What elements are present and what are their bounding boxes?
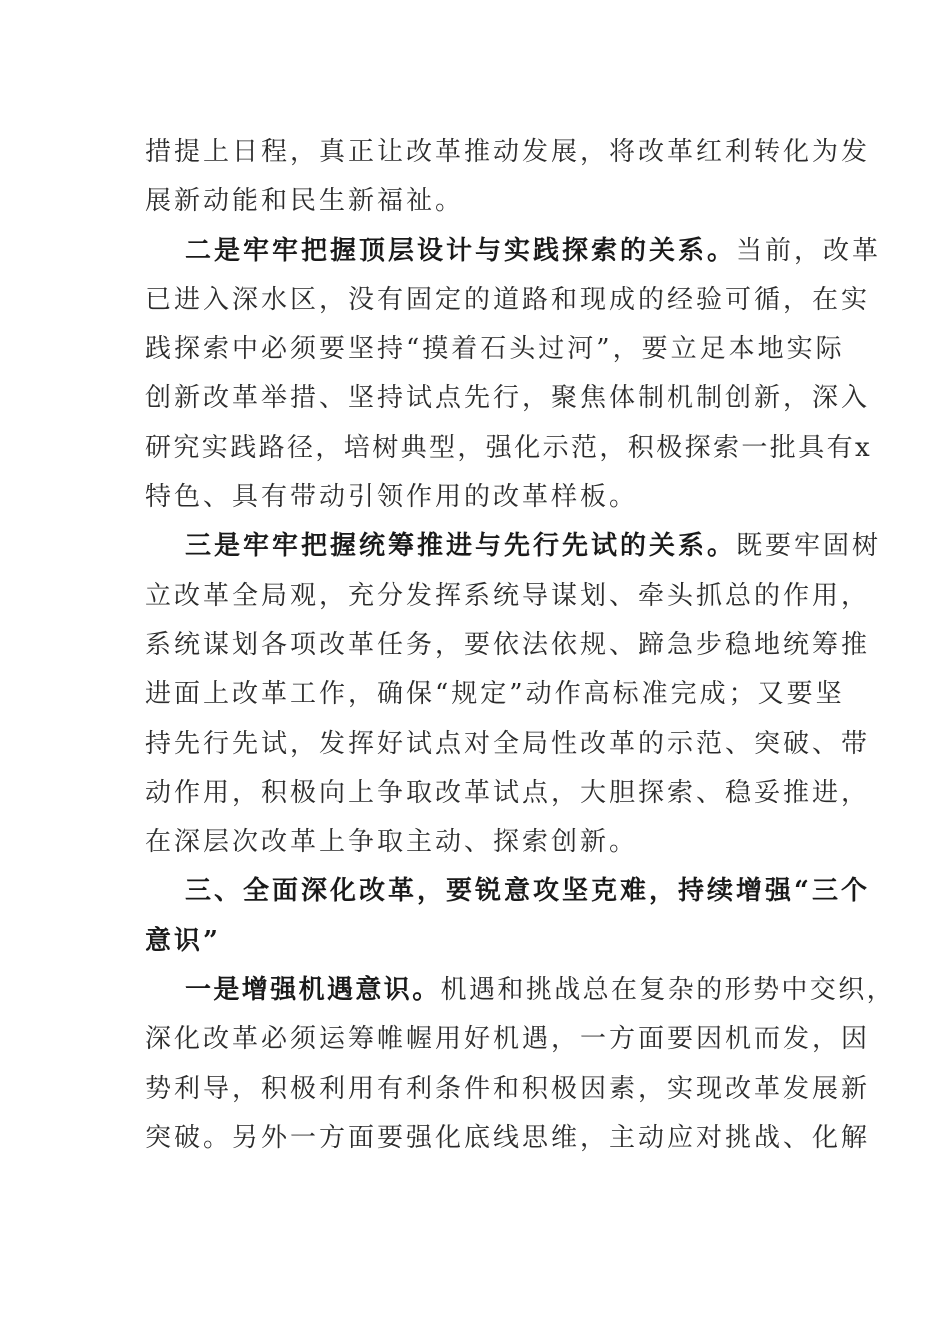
document-body bbox=[145, 128, 896, 1163]
text-segment: 措提上日程，真正让改革推动发展，将改革红利转化为发 bbox=[145, 137, 871, 167]
text-segment: 进面上改革工作，确保“规定”动作高标准完成；又要坚 bbox=[145, 679, 845, 710]
text-segment: 研究实践路径，培树典型，强化示范，积极探索一批具有x bbox=[145, 432, 873, 463]
text-line bbox=[145, 177, 815, 226]
text-line bbox=[145, 621, 871, 670]
text-line bbox=[145, 473, 815, 522]
section-heading-line bbox=[145, 867, 870, 916]
section-heading-text: 意识” bbox=[145, 925, 221, 956]
paragraph-start-line bbox=[145, 227, 882, 276]
text-segment: 践探索中必须要坚持“摸着石头过河”，要立足本地实际 bbox=[145, 334, 845, 365]
text-segment: 动作用，积极向上争取改革试点，大胆探索、稳妥推进， bbox=[145, 777, 871, 808]
text-line bbox=[145, 1065, 871, 1114]
text-segment: 既要牢固树 bbox=[736, 531, 882, 562]
text-line bbox=[145, 818, 815, 867]
bold-lead-text: 三是牢牢把握统筹推进与先行先试的关系。 bbox=[185, 531, 737, 562]
text-segment: 机遇和挑战总在复杂的形势中交织， bbox=[440, 975, 896, 1006]
text-line bbox=[145, 720, 871, 769]
text-line bbox=[145, 670, 845, 719]
text-line bbox=[145, 325, 845, 374]
text-line bbox=[145, 128, 871, 177]
text-line bbox=[145, 424, 873, 473]
bold-lead-text: 一是增强机遇意识。 bbox=[185, 975, 441, 1006]
text-line bbox=[145, 1114, 871, 1163]
text-segment: 当前，改革 bbox=[736, 235, 882, 266]
text-segment: 创新改革举措、坚持试点先行，聚焦体制机制创新，深入 bbox=[145, 383, 871, 414]
bold-lead-text: 二是牢牢把握顶层设计与实践探索的关系。 bbox=[185, 235, 737, 266]
text-segment: 已进入深水区，没有固定的道路和现成的经验可循，在实 bbox=[145, 284, 871, 315]
text-segment: 特色、具有带动引领作用的改革样板。 bbox=[145, 482, 639, 513]
text-segment: 深化改革必须运筹帷幄用好机遇，一方面要因机而发，因 bbox=[145, 1024, 871, 1055]
text-line bbox=[145, 769, 871, 818]
section-heading-text: 三、全面深化改革，要锐意攻坚克难，持续增强“三个 bbox=[185, 876, 870, 907]
text-segment: 系统谋划各项改革任务，要依法依规、蹄急步稳地统筹推 bbox=[145, 629, 871, 660]
text-segment: 展新动能和民生新福祉。 bbox=[145, 186, 465, 217]
text-line bbox=[145, 374, 871, 423]
text-line bbox=[145, 1015, 871, 1064]
paragraph-start-line bbox=[145, 522, 882, 571]
text-segment: 持先行先试，发挥好试点对全局性改革的示范、突破、带 bbox=[145, 728, 871, 759]
text-line bbox=[145, 572, 871, 621]
text-segment: 在深层次改革上争取主动、探索创新。 bbox=[145, 827, 639, 858]
text-segment: 势利导，积极利用有利条件和积极因素，实现改革发展新 bbox=[145, 1073, 871, 1104]
paragraph-start-line bbox=[145, 966, 896, 1015]
text-segment: 立改革全局观，充分发挥系统导谋划、牵头抓总的作用， bbox=[145, 580, 871, 611]
text-line bbox=[145, 276, 871, 325]
section-heading-line bbox=[145, 917, 815, 966]
text-segment: 突破。另外一方面要强化底线思维，主动应对挑战、化解 bbox=[145, 1122, 871, 1153]
